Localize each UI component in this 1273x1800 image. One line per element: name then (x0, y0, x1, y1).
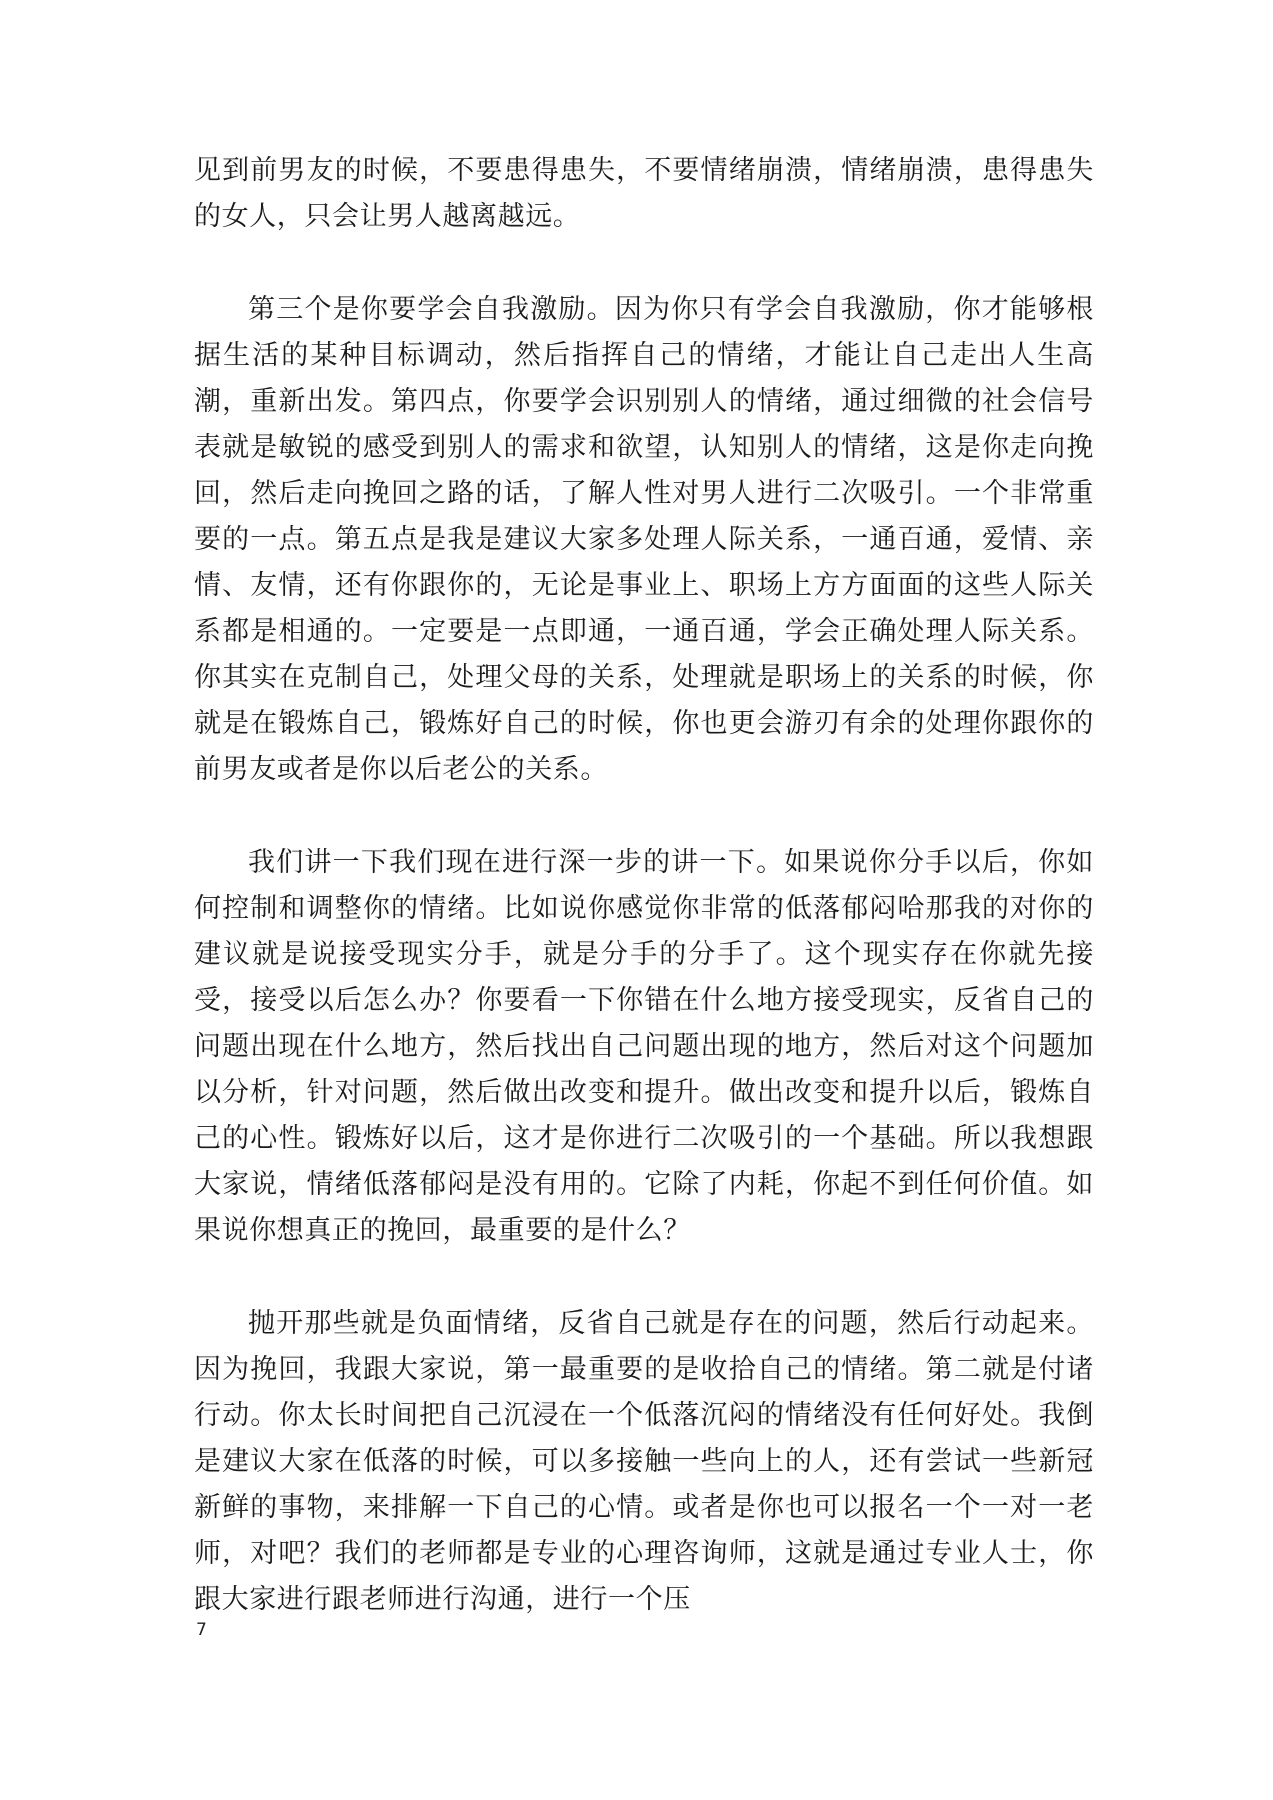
page-number: 7 (196, 1620, 207, 1640)
document-body (194, 148, 1094, 1670)
paragraph-3: 我们讲一下我们现在进行深一步的讲一下。如果说你分手以后，你如何控制和调整你的情绪。比如说你感觉你非常的低落郁闷哈那我的对你的建议就是说接受现实分手，就是分手的分手了。这个现实存在你就先接受，接受以后怎么办？你要看一下你错在什么地方接受现实，反省自己的问题出现在什么地方，然后找出自己问题出现的地方，然后对这个问题加以分析，针对问题，然后做出改变和提升。做出改变和提升以后，锻炼自己的心性。锻炼好以后，这才是你进行二次吸引的一个基础。所以我想跟大家说，情绪低落郁闷是没有用的。它除了内耗，你起不到任何价值。如果说你想真正的挽回，最重要的是什么？ (194, 847, 1094, 1246)
paragraph-4: 抛开那些就是负面情绪，反省自己就是存在的问题，然后行动起来。因为挽回，我跟大家说，第一最重要的是收拾自己的情绪。第二就是付诸行动。你太长时间把自己沉浸在一个低落沉闷的情绪没有任何好处。我倒是建议大家在低落的时候，可以多接触一些向上的人，还有尝试一些新冠新鲜的事物，来排解一下自己的心情。或者是你也可以报名一个一对一老师，对吧？我们的老师都是专业的心理咨询师，这就是通过专业人士，你跟大家进行跟老师进行沟通，进行一个压 (194, 1308, 1094, 1615)
paragraph-1: 见到前男友的时候，不要患得患失，不要情绪崩溃，情绪崩溃，患得患失的女人，只会让男人越离越远。 (194, 155, 1094, 232)
paragraph-2: 第三个是你要学会自我激励。因为你只有学会自我激励，你才能够根据生活的某种目标调动，然后指挥自己的情绪，才能让自己走出人生高潮，重新出发。第四点，你要学会识别别人的情绪，通过细微的社会信号表就是敏锐的感受到别人的需求和欲望，认知别人的情绪，这是你走向挽回，然后走向挽回之路的话，了解人性对男人进行二次吸引。一个非常重要的一点。第五点是我是建议大家多处理人际关系，一通百通，爱情、亲情、友情，还有你跟你的，无论是事业上、职场上方方面面的这些人际关系都是相通的。一定要是一点即通，一通百通，学会正确处理人际关系。你其实在克制自己，处理父母的关系，处理就是职场上的关系的时候，你就是在锻炼自己，锻炼好自己的时候，你也更会游刃有余的处理你跟你的前男友或者是你以后老公的关系。 (194, 294, 1094, 785)
